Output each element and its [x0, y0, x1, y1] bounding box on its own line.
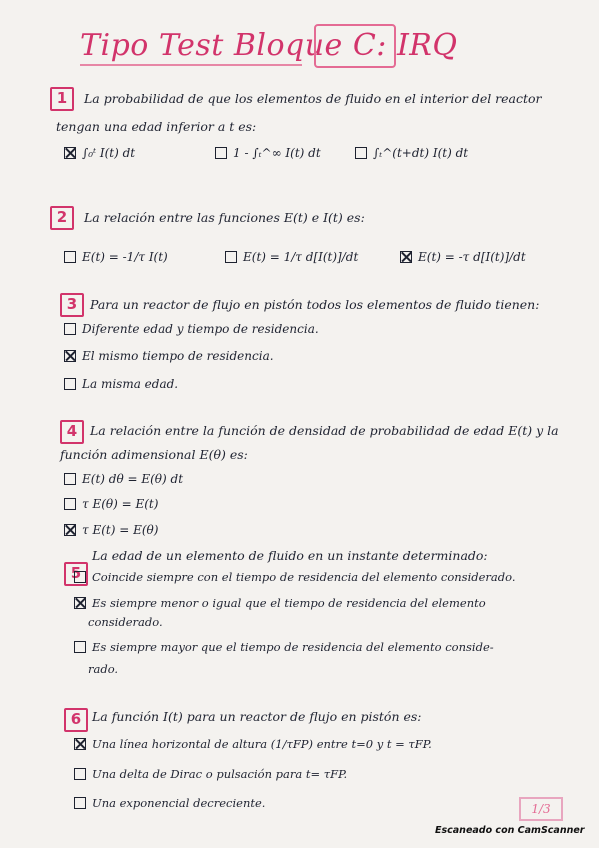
question-1-option-b[interactable] [215, 146, 321, 160]
question-3-option-c[interactable] [64, 377, 178, 391]
question-1-number: 1 [50, 87, 74, 111]
option-label: Es siempre menor o igual que el tiempo de residencia del elemento [92, 596, 486, 610]
question-5-option-a[interactable] [74, 570, 516, 584]
empty-box-icon[interactable] [64, 498, 76, 510]
checked-box-icon[interactable] [400, 251, 412, 263]
question-4-option-a[interactable] [64, 472, 183, 486]
title-underline [80, 64, 302, 66]
question-6-option-a[interactable] [74, 737, 432, 751]
empty-box-icon[interactable] [64, 473, 76, 485]
empty-box-icon[interactable] [215, 147, 227, 159]
empty-box-icon[interactable] [64, 251, 76, 263]
question-1-option-a[interactable] [64, 146, 135, 160]
question-3-option-a[interactable] [64, 322, 319, 336]
empty-box-icon[interactable] [74, 797, 86, 809]
question-4-text-line-2: función adimensional E(θ) es: [60, 447, 248, 462]
option-label: ∫₀ᵗ I(t) dt [82, 146, 136, 160]
question-2-option-b[interactable] [225, 250, 358, 264]
option-label: 1 - ∫ₜ^∞ I(t) dt [233, 146, 321, 160]
checked-box-icon[interactable] [74, 597, 86, 609]
question-6-number: 6 [64, 708, 88, 732]
checked-box-icon[interactable] [64, 147, 76, 159]
empty-box-icon[interactable] [74, 571, 86, 583]
option-label: Es siempre mayor que el tiempo de residencia del elemento conside- [92, 640, 494, 654]
checked-box-icon[interactable] [74, 738, 86, 750]
question-1-text-line-2: tengan una edad inferior a t es: [56, 119, 257, 134]
empty-box-icon[interactable] [355, 147, 367, 159]
question-2-option-c[interactable] [400, 250, 526, 264]
question-1-text-line-1: La probabilidad de que los elementos de fluido en el interior del reactor [84, 91, 542, 106]
option-label: La misma edad. [82, 377, 179, 391]
option-label: E(t) = -1/τ I(t) [82, 250, 168, 264]
checked-box-icon[interactable] [64, 350, 76, 362]
question-2-text: La relación entre las funciones E(t) e I(t) es: [84, 210, 365, 225]
empty-box-icon[interactable] [74, 641, 86, 653]
question-6-option-b[interactable] [74, 767, 347, 781]
option-label: τ E(θ) = E(t) [82, 497, 159, 511]
title-highlight-box [314, 24, 396, 68]
checked-box-icon[interactable] [64, 524, 76, 536]
question-5-option-c-continuation: rado. [88, 662, 119, 676]
page-title: Tipo Test Bloque C: IRQ [80, 28, 458, 63]
question-6-option-c[interactable] [74, 796, 265, 810]
question-4-text-line-1: La relación entre la función de densidad de probabilidad de edad E(t) y la [90, 423, 559, 438]
question-5-text: La edad de un elemento de fluido en un instante determinado: [92, 548, 488, 563]
option-label: E(t) = 1/τ d[I(t)]/dt [243, 250, 359, 264]
option-label: Coincide siempre con el tiempo de residencia del elemento considerado. [92, 570, 516, 584]
option-label: ∫ₜ^(t+dt) I(t) dt [373, 146, 469, 160]
question-3-text: Para un reactor de flujo en pistón todos los elementos de fluido tienen: [90, 297, 540, 312]
empty-box-icon[interactable] [225, 251, 237, 263]
question-3-option-b[interactable] [64, 349, 274, 363]
question-1-option-c[interactable] [355, 146, 468, 160]
question-5-option-b-continuation: considerado. [88, 615, 163, 629]
question-2-number: 2 [50, 206, 74, 230]
option-label: El mismo tiempo de residencia. [82, 349, 274, 363]
question-5-number: 5 [64, 562, 88, 586]
page-number: 1/3 [519, 797, 563, 821]
question-4-option-b[interactable] [64, 497, 158, 511]
empty-box-icon[interactable] [74, 768, 86, 780]
option-label: Una delta de Dirac o pulsación para t= τFP. [92, 767, 348, 781]
option-label: Diferente edad y tiempo de residencia. [82, 322, 319, 336]
empty-box-icon[interactable] [64, 323, 76, 335]
question-6-text: La función I(t) para un reactor de flujo en pistón es: [92, 709, 422, 724]
question-2-option-a[interactable] [64, 250, 168, 264]
empty-box-icon[interactable] [64, 378, 76, 390]
question-4-number: 4 [60, 420, 84, 444]
option-label: Una línea horizontal de altura (1/τFP) entre t=0 y t = τFP. [92, 737, 432, 751]
option-label: Una exponencial decreciente. [92, 796, 266, 810]
option-label: τ E(t) = E(θ) [82, 523, 159, 537]
option-label: E(t) = -τ d[I(t)]/dt [418, 250, 526, 264]
question-4-option-c[interactable] [64, 523, 158, 537]
question-5-option-b[interactable] [74, 596, 486, 610]
question-3-number: 3 [60, 293, 84, 317]
scanner-watermark: Escaneado con CamScanner [435, 825, 585, 836]
question-5-option-c[interactable] [74, 640, 494, 654]
option-label: E(t) dθ = E(θ) dt [82, 472, 184, 486]
